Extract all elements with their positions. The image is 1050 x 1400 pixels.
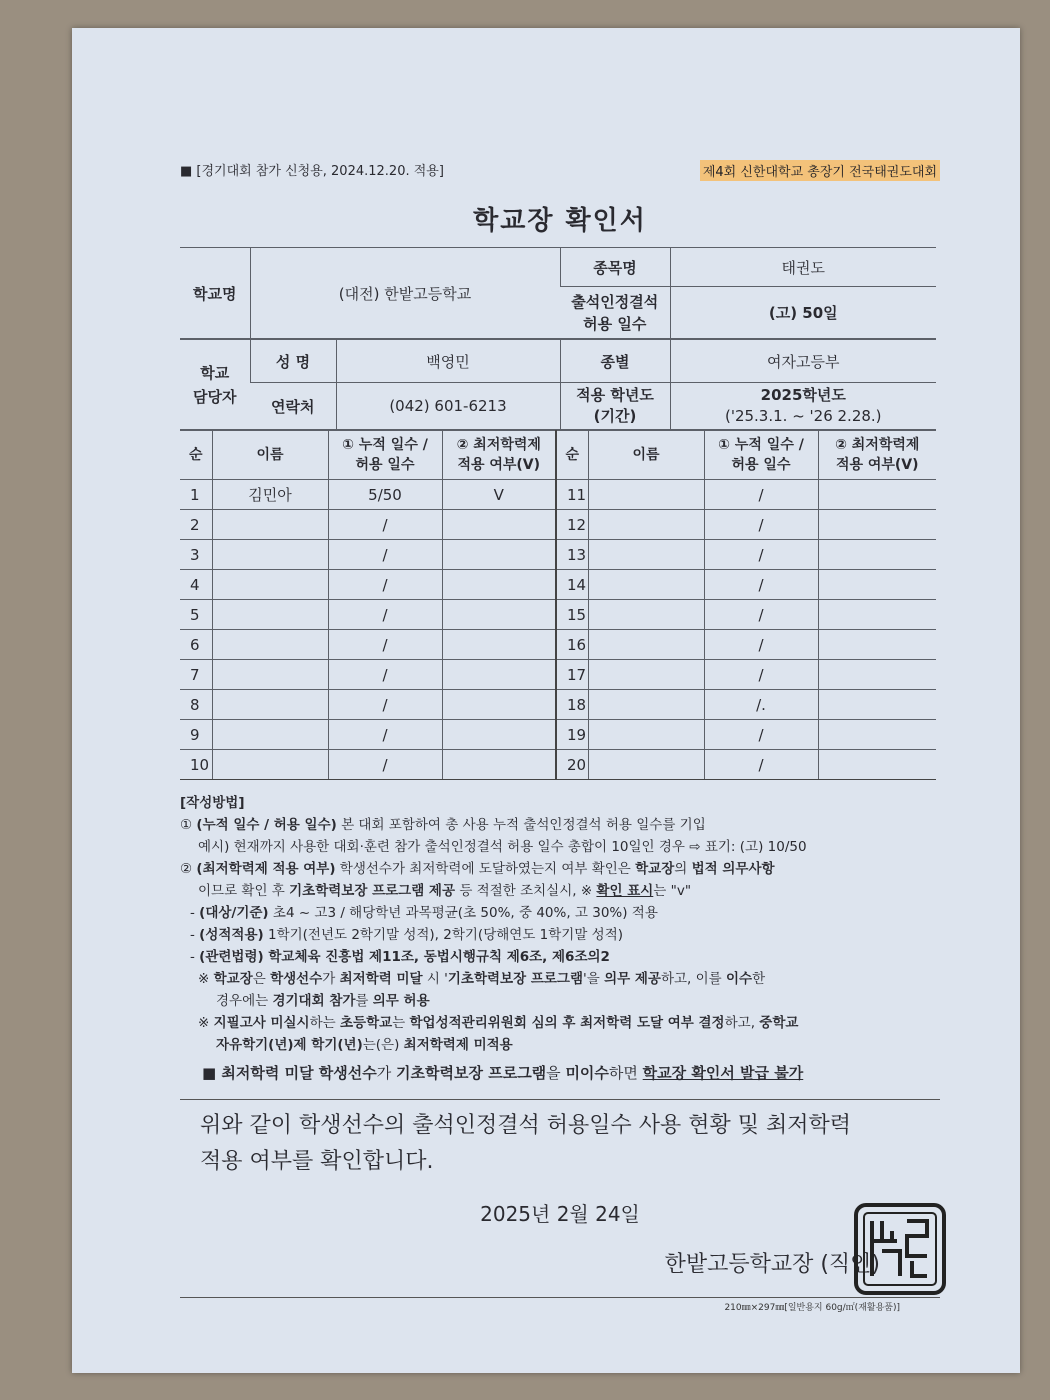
list-header-row	[180, 431, 936, 480]
accumulated-days: /	[328, 750, 442, 780]
accumulated-days: /	[704, 750, 818, 780]
accumulated-days: /	[328, 660, 442, 690]
notice-line: ■ 최저학력 미달 학생선수가 기초학력보장 프로그램을 미이수하면 학교장 확인서 발급 불가	[202, 1064, 804, 1082]
min-achievement-check: V	[442, 480, 556, 510]
manager-table	[180, 339, 936, 430]
student-name	[212, 510, 328, 540]
student-name	[588, 720, 704, 750]
name-label: 성 명	[250, 340, 336, 383]
table-row	[180, 660, 936, 690]
min-achievement-check	[818, 570, 936, 600]
col-name-header: 이름	[588, 431, 704, 480]
row-number: 15	[556, 600, 588, 630]
accumulated-days: /	[328, 540, 442, 570]
table-row	[180, 540, 936, 570]
document-paper	[72, 28, 1020, 1373]
min-achievement-check	[818, 540, 936, 570]
issue-date: 2025년 2월 24일	[480, 1202, 640, 1226]
accumulated-days: /	[704, 570, 818, 600]
student-name	[212, 720, 328, 750]
row-number: 4	[180, 570, 212, 600]
year-value: 2025학년도	[760, 386, 846, 404]
col-no-header: 순	[556, 431, 588, 480]
accumulated-days: /	[328, 720, 442, 750]
event-value: 태권도	[670, 248, 936, 287]
student-name	[212, 540, 328, 570]
student-name	[588, 690, 704, 720]
student-name	[588, 480, 704, 510]
accumulated-days: /	[328, 690, 442, 720]
table-row	[180, 720, 936, 750]
accumulated-days: /.	[704, 690, 818, 720]
min-achievement-check	[818, 630, 936, 660]
accumulated-days: /	[704, 660, 818, 690]
signature-block	[180, 1241, 940, 1291]
table-row	[180, 510, 936, 540]
min-achievement-check	[818, 720, 936, 750]
student-name	[212, 600, 328, 630]
year-label: 적용 학년도 (기간)	[560, 383, 670, 430]
table-row	[180, 570, 936, 600]
student-name	[212, 570, 328, 600]
min-achievement-check	[442, 540, 556, 570]
row-number: 16	[556, 630, 588, 660]
accumulated-days: 5/50	[328, 480, 442, 510]
accumulated-days: /	[704, 630, 818, 660]
list-body	[180, 480, 936, 780]
row-number: 1	[180, 480, 212, 510]
table-row	[180, 630, 936, 660]
row-number: 11	[556, 480, 588, 510]
table-row	[180, 480, 936, 510]
row-number: 8	[180, 690, 212, 720]
row-number: 7	[180, 660, 212, 690]
form-header	[180, 158, 940, 182]
allowed-days-label: 출석인정결석 허용 일수	[560, 287, 670, 339]
min-achievement-check	[442, 510, 556, 540]
student-name	[588, 630, 704, 660]
accumulated-days: /	[704, 480, 818, 510]
confirmation-text	[180, 1108, 940, 1180]
col-no-header: 순	[180, 431, 212, 480]
form-version-label: ■ [경기대회 참가 신청용, 2024.12.20. 적용]	[180, 164, 444, 179]
student-name: 김민아	[212, 480, 328, 510]
document-content	[180, 158, 940, 1313]
instruction-line: 자유학기(년)제 학기(년)는(은) 최저학력제 미적용	[216, 1037, 513, 1053]
row-number: 3	[180, 540, 212, 570]
instruction-line: 예시) 현재까지 사용한 대회·훈련 참가 출석인정결석 허용 일수 총합이 10일인 경우 ⇨ 표기: (고) 10/50	[198, 839, 807, 855]
accumulated-days: /	[328, 630, 442, 660]
instruction-line: ② (최저학력제 적용 여부) 학생선수가 최저학력에 도달하였는지 여부 확인은 학교장의 법적 의무사항	[180, 861, 775, 877]
row-number: 2	[180, 510, 212, 540]
min-achievement-check	[818, 690, 936, 720]
footer-divider	[180, 1297, 940, 1298]
instructions-heading: [작성방법]	[180, 795, 245, 811]
row-number: 20	[556, 750, 588, 780]
manager-label: 학교 담당자	[180, 340, 250, 430]
instruction-line: ※ 학교장은 학생선수가 최저학력 미달 시 '기초학력보장 프로그램'을 의무 제공하고, 이를 이수한	[198, 971, 766, 987]
row-number: 17	[556, 660, 588, 690]
accumulated-days: /	[328, 600, 442, 630]
accumulated-days: /	[704, 510, 818, 540]
instruction-line: - (성적적용) 1학기(전년도 2학기말 성적), 2학기(당해연도 1학기말 성적)	[190, 927, 624, 943]
category-value: 여자고등부	[670, 340, 936, 383]
col-days-header: ① 누적 일수 / 허용 일수	[704, 431, 818, 480]
school-value: (대전) 한밭고등학교	[250, 248, 560, 339]
table-row	[180, 600, 936, 630]
accumulated-days: /	[704, 540, 818, 570]
row-number: 18	[556, 690, 588, 720]
info-table	[180, 247, 936, 339]
category-label: 종별	[560, 340, 670, 383]
accumulated-days: /	[704, 720, 818, 750]
student-name	[588, 750, 704, 780]
principal-signature: 한밭고등학교장 (직인)	[664, 1252, 880, 1277]
min-achievement-check	[442, 720, 556, 750]
col-min-header: ② 최저학력제 적용 여부(V)	[442, 431, 556, 480]
row-number: 10	[180, 750, 212, 780]
student-name	[212, 660, 328, 690]
min-achievement-check	[442, 570, 556, 600]
document-title: 학교장 확인서	[473, 206, 647, 236]
min-achievement-check	[818, 660, 936, 690]
school-label: 학교명	[180, 248, 250, 339]
min-achievement-check	[442, 750, 556, 780]
accumulated-days: /	[328, 570, 442, 600]
col-name-header: 이름	[212, 431, 328, 480]
min-achievement-check	[818, 600, 936, 630]
year-cell	[670, 383, 936, 430]
col-min-header: ② 최저학력제 적용 여부(V)	[818, 431, 936, 480]
row-number: 6	[180, 630, 212, 660]
student-name	[588, 540, 704, 570]
instruction-line: ※ 지필고사 미실시하는 초등학교는 학업성적관리위원회 심의 후 최저학력 도달 여부 결정하고, 중학교	[198, 1015, 799, 1031]
event-name-label: 제4회 신한대학교 총장기 전국태권도대회	[700, 160, 940, 181]
row-number: 19	[556, 720, 588, 750]
row-number: 13	[556, 540, 588, 570]
name-value: 백영민	[336, 340, 560, 383]
event-label: 종목명	[560, 248, 670, 287]
min-achievement-check	[442, 660, 556, 690]
contact-value: (042) 601-6213	[336, 383, 560, 430]
row-number: 9	[180, 720, 212, 750]
student-name	[588, 570, 704, 600]
confirmation-line-2: 적용 여부를 확인합니다.	[200, 1149, 434, 1174]
min-achievement-check	[442, 690, 556, 720]
accumulated-days: /	[704, 600, 818, 630]
instruction-line: ① (누적 일수 / 허용 일수) 본 대회 포함하여 총 사용 누적 출석인정결석 허용 일수를 기입	[180, 817, 706, 833]
table-row	[180, 690, 936, 720]
instruction-line: 이므로 확인 후 기초학력보장 프로그램 제공 등 적절한 조치실시, ※ 확인 표시는 "v"	[198, 883, 692, 899]
min-achievement-check	[818, 510, 936, 540]
min-achievement-check	[818, 750, 936, 780]
instruction-line: 경우에는 경기대회 참가를 의무 허용	[216, 993, 430, 1009]
min-achievement-check	[442, 600, 556, 630]
student-list-table	[180, 430, 936, 780]
min-achievement-check	[442, 630, 556, 660]
paper-size-footnote: 210㎜×297㎜[일반용지 60g/㎡(재활용품)]	[724, 1303, 900, 1313]
student-name	[588, 510, 704, 540]
min-achievement-check	[818, 480, 936, 510]
table-row	[180, 750, 936, 780]
instruction-line: - (관련법령) 학교체육 진흥법 제11조, 동법시행규칙 제6조, 제6조의2	[190, 949, 610, 965]
student-name	[212, 690, 328, 720]
year-period: ('25.3.1. ~ '26 2.28.)	[724, 407, 882, 425]
student-name	[212, 630, 328, 660]
instruction-line: - (대상/기준) 초4 ~ 고3 / 해당학년 과목평균(초 50%, 중 40%, 고 30%) 적용	[190, 905, 658, 921]
row-number: 5	[180, 600, 212, 630]
col-days-header: ① 누적 일수 / 허용 일수	[328, 431, 442, 480]
accumulated-days: /	[328, 510, 442, 540]
section-divider	[180, 1099, 940, 1100]
row-number: 12	[556, 510, 588, 540]
row-number: 14	[556, 570, 588, 600]
student-name	[212, 750, 328, 780]
confirmation-line-1: 위와 같이 학생선수의 출석인정결석 허용일수 사용 현황 및 최저학력	[200, 1113, 852, 1138]
official-seal-icon	[852, 1201, 948, 1297]
contact-label: 연락처	[250, 383, 336, 430]
instructions	[180, 792, 940, 1056]
student-name	[588, 660, 704, 690]
allowed-days-value: (고) 50일	[670, 287, 936, 339]
student-name	[588, 600, 704, 630]
notice-icon: ■	[202, 1064, 217, 1082]
